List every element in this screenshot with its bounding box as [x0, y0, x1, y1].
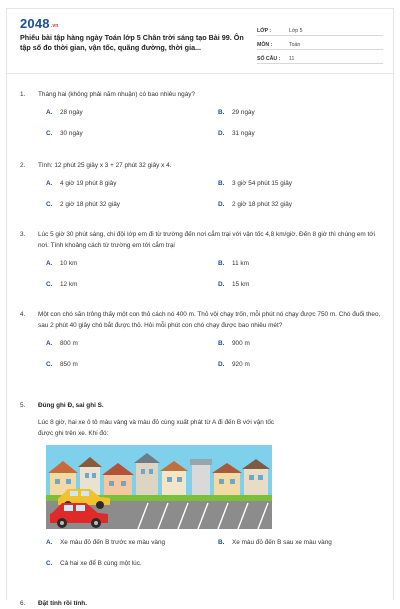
answer-option-c[interactable]: C. 2 giờ 18 phút 32 giây [46, 201, 120, 208]
question-text: Lúc 8 giờ, hai xe ô tô màu vàng và màu đỏ cùng xuất phát từ A đi đến B với vận tốc được ghi trên xe. Khi đó: [38, 419, 275, 437]
site-logo[interactable]: $2048^{.vn}$ [20, 16, 59, 31]
worksheet-header [7, 9, 393, 61]
answer-option-d[interactable]: D. 2 giờ 18 phút 32 giây [218, 201, 292, 208]
answer-option-c[interactable]: C. Cả hai xe để B cùng một lúc. [46, 560, 142, 567]
cars-scene [46, 445, 272, 529]
answer-option-c[interactable]: C. 850 m [46, 361, 78, 368]
question-number: 5. [20, 402, 26, 409]
question-heading: Đúng ghi Đ, sai ghi S. [38, 402, 104, 409]
answer-option-a[interactable]: A. Xe màu đỏ đến B trước xe màu vàng [46, 539, 166, 546]
worksheet-meta [257, 23, 383, 65]
answer-option-b[interactable]: B. Xe màu đỏ đến B sau xe màu vàng [218, 539, 332, 546]
question-4 [20, 309, 385, 370]
answer-option-d[interactable]: D. 15 km [218, 281, 250, 288]
answer-options [46, 537, 385, 569]
question-number: 1. [20, 91, 26, 98]
meta-row-count [257, 51, 383, 64]
question-text: Lúc 5 giờ 30 phút sáng, chi đội lớp em đi từ trường đến nơi cắm trại với vận tốc 4,8 km/giờ. Đến 8 giờ thì chúng em tới nơi. Tính khoảng cách từ trường em tới cắm trại [38, 231, 375, 249]
cars-illustration [46, 445, 272, 529]
answer-option-c[interactable]: C. 30 ngày [46, 130, 83, 137]
meta-row-class [257, 23, 383, 36]
question-text: Tính: 12 phút 25 giây x 3 + 27 phút 32 giây x 4. [38, 162, 172, 169]
meta-label: SỐ CÂU : [257, 56, 281, 62]
answer-option-d[interactable]: D. 31 ngày [218, 130, 255, 137]
answer-option-b[interactable]: B. 3 giờ 54 phút 15 giây [218, 180, 292, 187]
question-3 [20, 229, 385, 290]
answer-options [46, 107, 385, 139]
answer-options [46, 258, 385, 290]
question-2 [20, 160, 385, 210]
question-1 [20, 89, 385, 139]
worksheet-title: Phiếu bài tập hàng ngày Toán lớp 5 Chân trời sáng tạo Bài 99. Ôn tập số đo thời gian, vận tốc, quãng đường, thời gia... [20, 33, 244, 52]
answer-option-d[interactable]: D. 920 m [218, 361, 250, 368]
answer-option-b[interactable]: B. 11 km [218, 260, 249, 267]
question-6 [20, 598, 385, 609]
answer-option-c[interactable]: C. 12 km [46, 281, 78, 288]
answer-option-a[interactable]: A. 4 giờ 19 phút 8 giây [46, 180, 117, 187]
header-divider [7, 73, 393, 74]
answer-option-b[interactable]: B. 29 ngày [218, 109, 255, 116]
question-number: 4. [20, 311, 26, 318]
question-heading: Đặt tính rồi tính. [38, 600, 87, 607]
question-number: 6. [20, 600, 26, 607]
answer-option-a[interactable]: A. 10 km [46, 260, 78, 267]
answer-option-a[interactable]: A. 28 ngày [46, 109, 83, 116]
answer-option-b[interactable]: B. 900 m [218, 340, 250, 347]
meta-label: LỚP : [257, 28, 272, 34]
meta-value: Toán [289, 42, 301, 48]
meta-value: Lớp 5 [289, 28, 303, 34]
worksheet-page [6, 8, 394, 607]
meta-value: 11 [289, 56, 295, 62]
question-text: Tháng hai (không phải năm nhuận) có bao nhiêu ngày? [38, 91, 196, 98]
meta-row-subject [257, 37, 383, 50]
answer-option-a[interactable]: A. 800 m [46, 340, 78, 347]
question-5 [20, 400, 385, 569]
question-number: 3. [20, 231, 26, 238]
question-text: Một con chó săn trông thấy một con thỏ cách nó 400 m. Thỏ vội chạy trốn, mỗi phút nó chạy được 750 m. Chó đuổi theo, sau 2 phút 40 giây chó bắt được thỏ. Hỏi mỗi phút con chó chạy được bao nhiêu mét? [38, 311, 381, 329]
answer-options [46, 178, 385, 210]
meta-label: MÔN : [257, 42, 273, 48]
question-number: 2. [20, 162, 26, 169]
answer-options [46, 338, 385, 370]
